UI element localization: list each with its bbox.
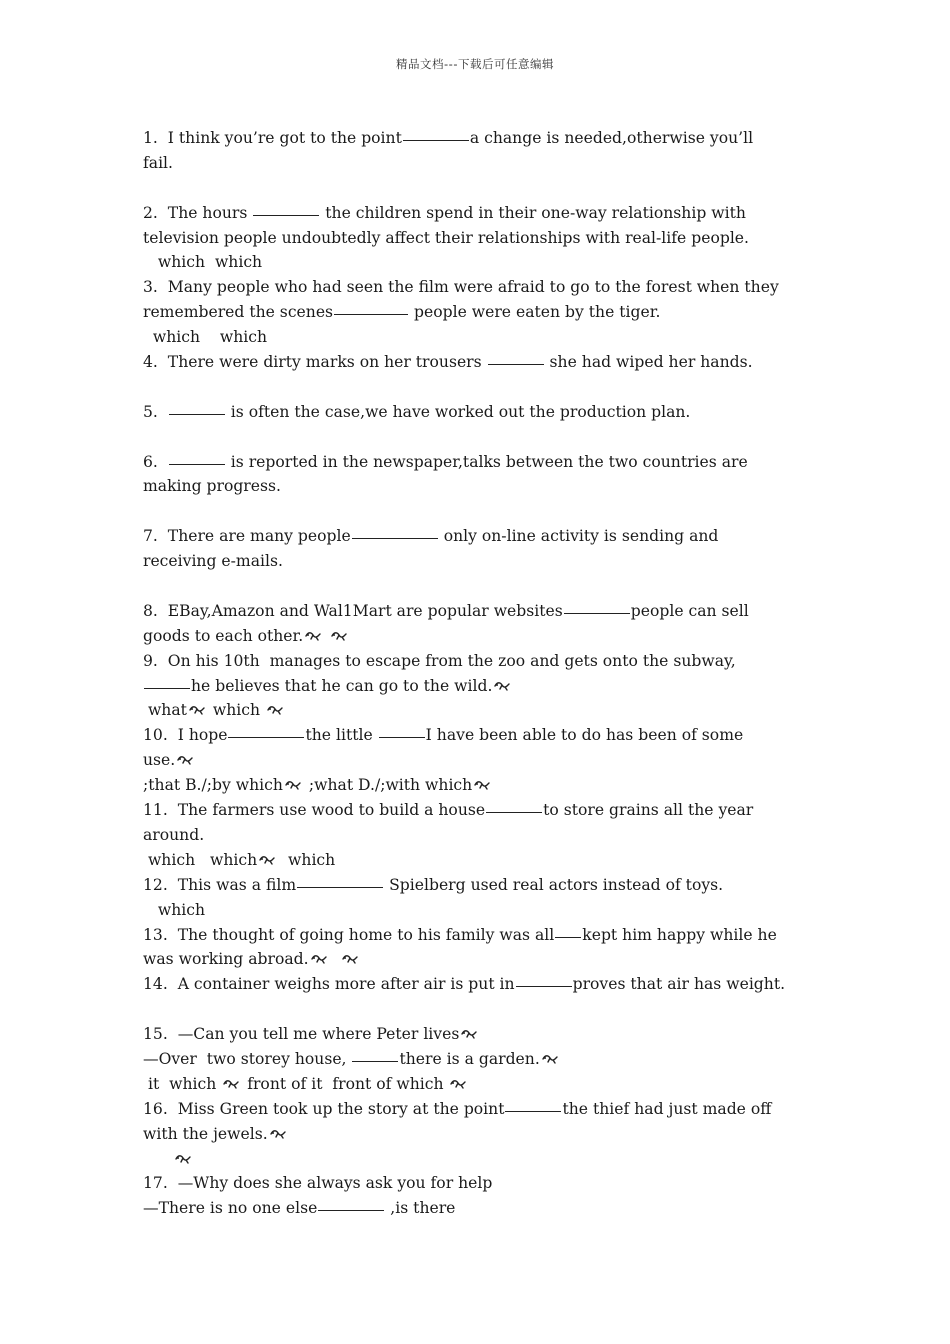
line-text: which which <box>143 253 263 272</box>
blank-line <box>143 375 803 400</box>
blank-line <box>143 176 803 201</box>
line-text: which <box>143 900 206 919</box>
line-text: television people undoubtedly affect their relationships with real-life people. <box>143 228 749 247</box>
scribble-icon <box>542 1054 559 1064</box>
scribble-icon <box>450 1079 467 1089</box>
scribble-icon <box>267 705 284 715</box>
line-text: front of it front of which <box>242 1074 449 1093</box>
line-text: 8. EBay,Amazon and Wal1Mart are popular websites <box>143 601 563 620</box>
line-text: 10. I hope <box>143 726 228 745</box>
line-text: 5. <box>143 402 168 421</box>
scribble-icon <box>305 631 322 641</box>
line-text: the children spend in their one-way relationship with <box>320 203 746 222</box>
line-text: 11. The farmers use wood to build a house <box>143 801 486 820</box>
answer-blank <box>297 886 383 888</box>
answer-blank <box>352 537 438 539</box>
line-text: people were eaten by the tiger. <box>409 303 661 322</box>
text-line <box>143 325 803 350</box>
answer-blank <box>228 736 304 738</box>
text-line <box>143 400 803 425</box>
answer-blank <box>488 363 544 365</box>
text-line <box>143 823 803 848</box>
blank-line <box>143 425 803 450</box>
text-line <box>143 898 803 923</box>
line-text: goods to each other. <box>143 626 304 645</box>
text-line <box>143 549 803 574</box>
blank-line <box>143 997 803 1022</box>
text-line <box>143 450 803 475</box>
text-line <box>143 226 803 251</box>
text-line <box>143 599 803 624</box>
line-text: what <box>143 701 187 720</box>
line-text: which <box>278 850 336 869</box>
line-text: Spielberg used real actors instead of toys. <box>384 875 724 894</box>
line-text <box>324 627 329 645</box>
page-header: 精品文档---下载后可任意编辑 <box>396 57 554 71</box>
text-line <box>143 151 803 176</box>
answer-blank <box>403 139 469 141</box>
scribble-icon <box>461 1029 478 1039</box>
text-line <box>143 649 803 674</box>
line-text <box>143 1150 173 1168</box>
text-line <box>143 674 803 699</box>
answer-blank <box>169 413 225 415</box>
line-text: is reported in the newspaper,talks between the two countries are <box>225 452 748 471</box>
text-line <box>143 1171 803 1196</box>
text-line <box>143 350 803 375</box>
text-line <box>143 1097 803 1122</box>
scribble-icon <box>494 681 511 691</box>
line-text: was working abroad. <box>143 950 309 969</box>
line-text: 1. I think you’re got to the point <box>143 129 402 147</box>
line-text: it which <box>143 1074 222 1093</box>
scribble-icon <box>342 954 359 964</box>
answer-blank <box>169 463 225 465</box>
answer-blank <box>516 985 572 987</box>
line-text: 15. —Can you tell me where Peter lives <box>143 1025 460 1044</box>
document-body <box>143 126 803 1221</box>
answer-blank <box>352 1060 398 1062</box>
line-text: 12. This was a film <box>143 875 297 894</box>
answer-blank <box>564 612 630 614</box>
line-text: I have been able to do has been of some <box>425 726 744 745</box>
text-line <box>143 723 803 748</box>
scribble-icon <box>177 755 194 765</box>
line-text: 4. There were dirty marks on her trousers <box>143 353 487 372</box>
line-text: receiving e-mails. <box>143 552 283 571</box>
line-text: which which <box>143 850 258 869</box>
scribble-icon <box>223 1079 240 1089</box>
text-line <box>143 972 803 997</box>
line-text: to store grains all the year <box>543 801 754 820</box>
answer-blank <box>334 313 408 315</box>
line-text: —There is no one else <box>143 1199 318 1218</box>
line-text: she had wiped her hands. <box>544 353 753 372</box>
line-text: proves that air has weight. <box>572 975 786 994</box>
line-text: use. <box>143 751 176 770</box>
line-text: is often the case,we have worked out the production plan. <box>225 402 691 421</box>
line-text: remembered the scenes <box>143 303 334 322</box>
text-line <box>143 275 803 300</box>
line-text: ,is there <box>385 1199 456 1218</box>
scribble-icon <box>331 631 348 641</box>
text-line <box>143 126 803 151</box>
answer-blank <box>318 1209 384 1211</box>
line-text: fail. <box>143 153 173 172</box>
line-text: people can sell <box>630 601 749 620</box>
text-line <box>143 1047 803 1072</box>
line-text: 9. On his 10th manages to escape from the zoo and gets onto the subway, <box>143 651 736 670</box>
answer-blank <box>144 687 190 689</box>
text-line <box>143 873 803 898</box>
line-text: ;what D./;with which <box>303 776 473 795</box>
text-line <box>143 1022 803 1047</box>
scribble-icon <box>270 1129 287 1139</box>
text-line <box>143 250 803 275</box>
line-text: 14. A container weighs more after air is put in <box>143 975 515 994</box>
scribble-icon <box>259 855 276 865</box>
line-text: ;that B./;by which <box>143 776 283 795</box>
answer-blank <box>253 214 319 216</box>
line-text: 7. There are many people <box>143 527 351 546</box>
scribble-icon <box>189 705 206 715</box>
blank-line <box>143 499 803 524</box>
line-text: a change is needed,otherwise you’ll <box>469 129 754 147</box>
line-text: which <box>207 701 265 720</box>
text-line <box>143 848 803 873</box>
scribble-icon <box>285 780 302 790</box>
text-line <box>143 474 803 499</box>
line-text: he believes that he can go to the wild. <box>191 676 493 695</box>
line-text: kept him happy while he <box>582 925 777 944</box>
text-line <box>143 748 803 773</box>
text-line <box>143 624 803 649</box>
line-text: there is a garden. <box>399 1049 540 1068</box>
text-line <box>143 201 803 226</box>
answer-blank <box>486 811 542 813</box>
line-text: —Over two storey house, <box>143 1049 352 1068</box>
scribble-icon <box>311 954 328 964</box>
text-line <box>143 798 803 823</box>
text-line <box>143 1147 803 1172</box>
scribble-icon <box>474 780 491 790</box>
line-text: the thief had just made off <box>562 1099 772 1118</box>
answer-blank <box>379 736 425 738</box>
text-line <box>143 773 803 798</box>
text-line <box>143 1196 803 1221</box>
line-text: around. <box>143 825 205 844</box>
line-text: which which <box>143 328 268 347</box>
text-line <box>143 1072 803 1097</box>
text-line <box>143 947 803 972</box>
text-line <box>143 524 803 549</box>
line-text: 16. Miss Green took up the story at the point <box>143 1099 505 1118</box>
line-text: making progress. <box>143 477 281 496</box>
line-text: 2. The hours <box>143 203 253 222</box>
line-text: 13. The thought of going home to his family was all <box>143 925 555 944</box>
scribble-icon <box>175 1154 192 1164</box>
line-text <box>330 950 340 968</box>
line-text: the little <box>305 726 378 745</box>
text-line <box>143 1122 803 1147</box>
line-text: only on-line activity is sending and <box>438 527 719 546</box>
line-text: 17. —Why does she always ask you for help <box>143 1174 493 1193</box>
line-text: 3. Many people who had seen the film were afraid to go to the forest when they <box>143 278 779 297</box>
line-text: 6. <box>143 452 168 471</box>
line-text: with the jewels. <box>143 1124 268 1143</box>
text-line <box>143 300 803 325</box>
blank-line <box>143 574 803 599</box>
text-line <box>143 923 803 948</box>
text-line <box>143 698 803 723</box>
answer-blank <box>555 936 581 938</box>
answer-blank <box>505 1110 561 1112</box>
